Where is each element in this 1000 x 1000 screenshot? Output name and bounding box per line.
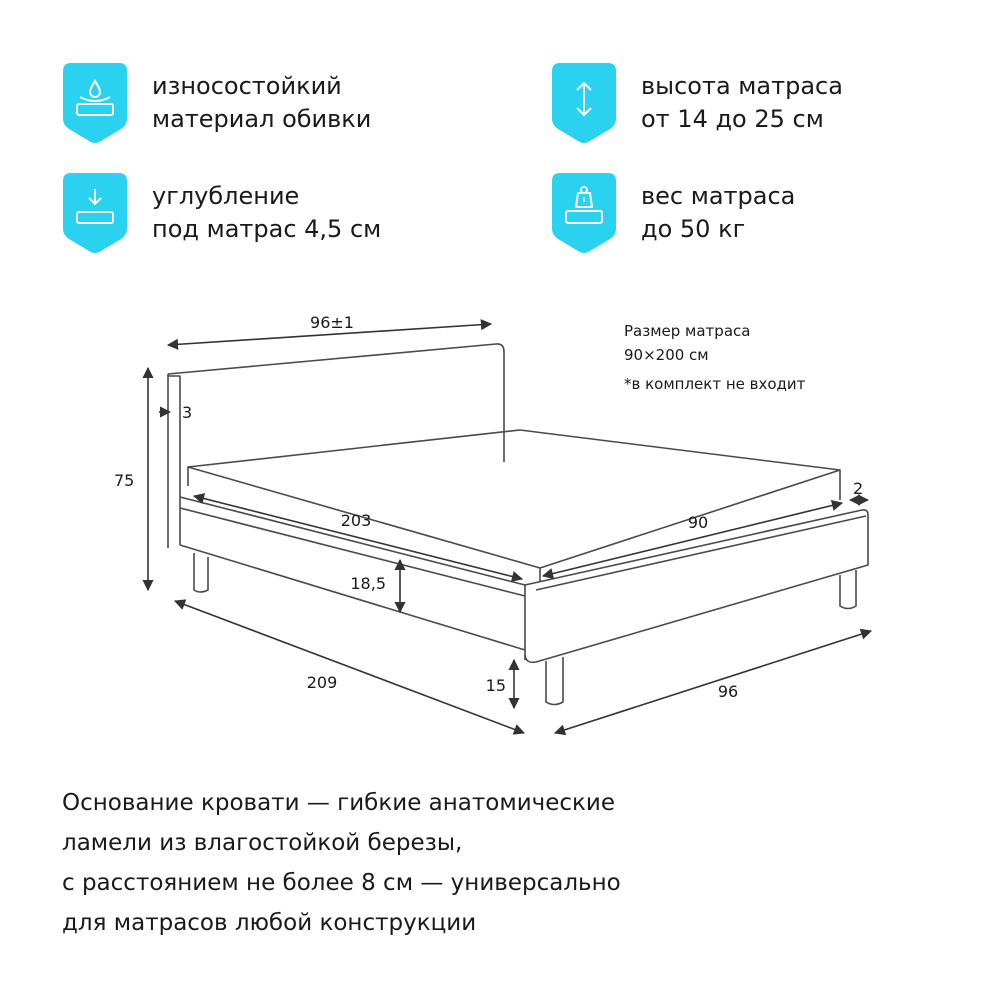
mattress-size-label: Размер матраса (624, 322, 751, 340)
feature-line1: углубление (152, 182, 300, 210)
dim-leg-height: 15 (485, 676, 506, 695)
dim-frame-edge: 2 (853, 479, 864, 498)
mattress-size-value: 90×200 см (624, 346, 709, 364)
feature-line2: от 14 до 25 см (641, 105, 824, 133)
dim-total-height: 75 (114, 471, 135, 490)
dim-mattress-length: 203 (340, 511, 372, 530)
vertical-arrows-icon (552, 63, 616, 143)
bed-dimension-drawing (0, 300, 1000, 760)
feature-mattress-recess (63, 173, 381, 253)
feature-mattress-height (552, 63, 843, 143)
feature-line1: вес матраса (641, 182, 796, 210)
bed-outline (168, 344, 868, 705)
base-description (62, 783, 621, 943)
description-line: с расстоянием не более 8 см — универсально (62, 870, 621, 896)
description-line: Основание кровати — гибкие анатомические (62, 790, 616, 816)
dim-frame-height: 18,5 (350, 574, 386, 593)
feature-line1: высота матраса (641, 72, 843, 100)
description-line: для матрасов любой конструкции (62, 910, 477, 936)
weight-on-mattress-icon (552, 173, 616, 253)
feature-line2: материал обивки (152, 105, 372, 133)
feature-mattress-weight (552, 173, 795, 253)
dim-total-length: 209 (306, 673, 338, 692)
water-drop-on-fabric-icon (63, 63, 127, 143)
dim-headboard-width: 96±1 (310, 313, 354, 332)
feature-line2: до 50 кг (641, 215, 746, 243)
mattress-not-included-note: *в комплект не входит (624, 375, 806, 393)
dim-mattress-width: 90 (687, 513, 709, 532)
feature-line2: под матрас 4,5 см (152, 215, 382, 243)
feature-line1: износостойкий (152, 72, 342, 100)
dim-headboard-thickness: 3 (182, 403, 193, 422)
description-line: ламели из влагостойкой березы, (62, 830, 463, 856)
dim-total-width: 96 (717, 682, 739, 701)
arrow-down-into-mattress-icon (63, 173, 127, 253)
feature-upholstery (63, 63, 371, 143)
